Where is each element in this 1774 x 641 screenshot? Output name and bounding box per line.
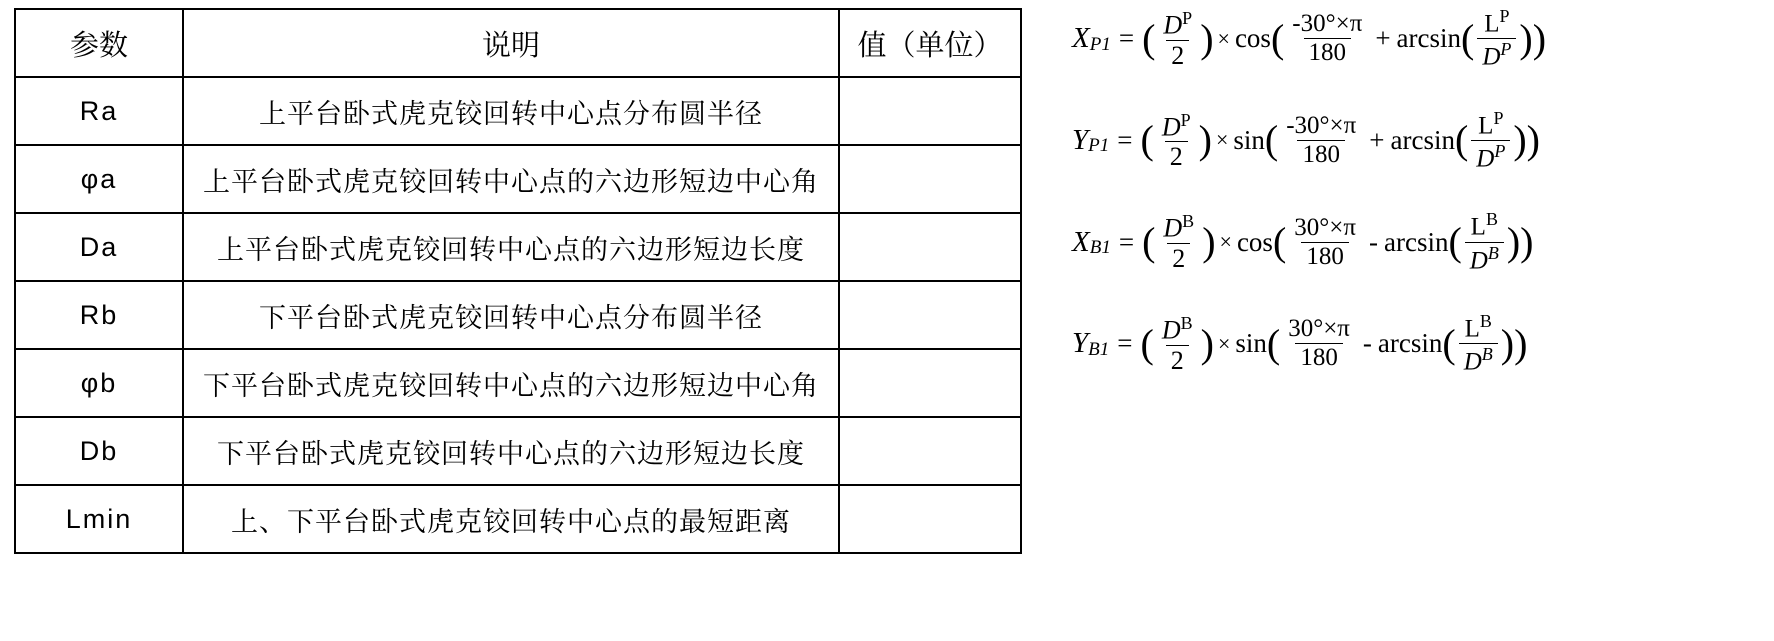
multiply-sign: × bbox=[1217, 330, 1231, 356]
fraction-denominator: 2 bbox=[1165, 141, 1188, 171]
angle-numerator: 30°×π bbox=[1288, 315, 1350, 343]
cell-value bbox=[839, 281, 1021, 349]
ratio-numerator-symbol: L bbox=[1470, 213, 1486, 241]
fraction-numerator bbox=[1157, 313, 1198, 345]
formula-lhs-subscript: P1 bbox=[1089, 33, 1111, 55]
ratio-denominator-symbol: D bbox=[1476, 145, 1495, 173]
numerator-subscript: P bbox=[1182, 7, 1193, 28]
numerator-symbol: D bbox=[1161, 315, 1181, 345]
cell-param: φb bbox=[15, 349, 183, 417]
angle-numerator: 30°×π bbox=[1294, 213, 1356, 241]
numerator-symbol: D bbox=[1163, 10, 1183, 40]
fraction-numerator bbox=[1157, 110, 1196, 142]
close-paren-trig: ) bbox=[1514, 320, 1528, 366]
table-body bbox=[15, 77, 1021, 553]
ratio-numerator-symbol: L bbox=[1478, 111, 1494, 139]
parameter-table bbox=[14, 8, 1022, 554]
formula-lhs-symbol: X bbox=[1072, 225, 1090, 258]
equals-sign: = bbox=[1117, 124, 1133, 155]
angle-denominator: 180 bbox=[1304, 38, 1352, 67]
close-paren: ) bbox=[1200, 15, 1214, 61]
open-paren: ( bbox=[1140, 117, 1154, 163]
ratio-numerator bbox=[1466, 209, 1503, 241]
open-paren: ( bbox=[1140, 320, 1154, 366]
numerator-subscript: B bbox=[1180, 312, 1193, 333]
fraction-angle bbox=[1281, 112, 1361, 169]
formula-xb1 bbox=[1072, 209, 1546, 275]
fraction-ratio bbox=[1471, 108, 1510, 174]
arcsin-function: arcsin bbox=[1377, 328, 1443, 359]
formula-list bbox=[1072, 6, 1546, 377]
ratio-numerator-subscript: B bbox=[1485, 209, 1498, 230]
ratio-denominator-subscript: B bbox=[1487, 242, 1499, 263]
formula-lhs-subscript: B1 bbox=[1088, 338, 1110, 360]
fraction-numerator bbox=[1158, 211, 1199, 243]
ratio-denominator-subscript: P bbox=[1500, 39, 1512, 60]
numerator-symbol: D bbox=[1163, 213, 1183, 243]
ratio-denominator-subscript: B bbox=[1481, 344, 1493, 365]
ratio-numerator bbox=[1473, 108, 1508, 140]
close-paren-arcsin: ) bbox=[1500, 320, 1515, 366]
close-paren-trig: ) bbox=[1532, 15, 1547, 61]
cell-value bbox=[839, 213, 1021, 281]
cell-description: 上平台卧式虎克铰回转中心点的六边形短边长度 bbox=[183, 213, 839, 281]
cell-value bbox=[839, 145, 1021, 213]
fraction-ratio bbox=[1477, 6, 1516, 72]
equals-sign: = bbox=[1117, 328, 1133, 359]
ratio-denominator-subscript: P bbox=[1494, 140, 1506, 161]
cell-description: 上平台卧式虎克铰回转中心点分布圆半径 bbox=[183, 77, 839, 145]
cell-param: Ra bbox=[15, 77, 183, 145]
cell-description: 上平台卧式虎克铰回转中心点的六边形短边中心角 bbox=[183, 145, 839, 213]
operator-sign: - bbox=[1362, 328, 1372, 359]
angle-numerator: -30°×π bbox=[1286, 111, 1357, 139]
arcsin-function: arcsin bbox=[1396, 23, 1462, 54]
open-paren-arcsin: ( bbox=[1454, 117, 1469, 163]
ratio-numerator-subscript: B bbox=[1479, 310, 1492, 331]
close-paren: ) bbox=[1200, 320, 1214, 366]
header-cell-value: 值（单位） bbox=[839, 9, 1021, 77]
parameter-table-container bbox=[14, 8, 1014, 554]
arcsin-function: arcsin bbox=[1390, 124, 1455, 155]
open-paren-trig: ( bbox=[1270, 15, 1285, 61]
cell-value bbox=[839, 349, 1021, 417]
ratio-denominator bbox=[1465, 242, 1504, 275]
cell-param: Da bbox=[15, 213, 183, 281]
open-paren: ( bbox=[1142, 15, 1156, 61]
table-row bbox=[15, 417, 1021, 485]
operator-sign: + bbox=[1369, 124, 1385, 155]
table-row bbox=[15, 213, 1021, 281]
open-paren-trig: ( bbox=[1272, 219, 1287, 265]
multiply-sign: × bbox=[1215, 127, 1229, 153]
ratio-numerator-subscript: P bbox=[1499, 6, 1510, 26]
fraction-denominator: 2 bbox=[1166, 40, 1189, 70]
formula-lhs-symbol: Y bbox=[1072, 327, 1089, 360]
close-paren-arcsin: ) bbox=[1519, 15, 1533, 61]
fraction-ratio bbox=[1459, 311, 1498, 377]
close-paren: ) bbox=[1198, 117, 1212, 163]
numerator-symbol: D bbox=[1161, 112, 1181, 142]
open-paren-arcsin: ( bbox=[1442, 320, 1456, 366]
close-paren-trig: ) bbox=[1520, 219, 1534, 265]
cell-description: 上、下平台卧式虎克铰回转中心点的最短距离 bbox=[183, 485, 839, 553]
operator-sign: - bbox=[1368, 226, 1378, 257]
fraction-denominator: 2 bbox=[1167, 243, 1190, 273]
angle-numerator: -30°×π bbox=[1292, 10, 1363, 38]
cell-param: Lmin bbox=[15, 485, 183, 553]
ratio-numerator-symbol: L bbox=[1464, 315, 1480, 343]
trig-function: sin bbox=[1233, 124, 1265, 155]
open-paren-trig: ( bbox=[1266, 320, 1281, 366]
multiply-sign: × bbox=[1217, 25, 1230, 51]
trig-function: cos bbox=[1236, 226, 1273, 257]
open-paren-trig: ( bbox=[1264, 117, 1279, 163]
cell-param: Db bbox=[15, 417, 183, 485]
fraction-denominator: 2 bbox=[1166, 345, 1189, 375]
angle-denominator: 180 bbox=[1297, 140, 1345, 169]
fraction-diameter bbox=[1158, 211, 1199, 273]
fraction-angle bbox=[1287, 10, 1367, 67]
ratio-denominator-symbol: D bbox=[1469, 246, 1488, 274]
numerator-subscript: B bbox=[1182, 211, 1195, 232]
fraction-ratio bbox=[1465, 209, 1504, 275]
table-row bbox=[15, 145, 1021, 213]
cell-value bbox=[839, 417, 1021, 485]
ratio-denominator bbox=[1471, 140, 1510, 173]
arcsin-function: arcsin bbox=[1383, 226, 1449, 257]
table-header bbox=[15, 9, 1021, 77]
equals-sign: = bbox=[1118, 23, 1135, 54]
fraction-diameter bbox=[1157, 110, 1196, 172]
equals-sign: = bbox=[1118, 226, 1135, 257]
ratio-denominator bbox=[1459, 343, 1498, 376]
header-cell-description: 说明 bbox=[183, 9, 839, 77]
fraction-diameter bbox=[1158, 8, 1197, 70]
open-paren: ( bbox=[1142, 219, 1156, 265]
table-row bbox=[15, 77, 1021, 145]
cell-param: Rb bbox=[15, 281, 183, 349]
formula-lhs-symbol: X bbox=[1072, 22, 1090, 55]
cell-param: φa bbox=[15, 145, 183, 213]
table-header-row bbox=[15, 9, 1021, 77]
formula-xp1 bbox=[1072, 6, 1546, 72]
trig-function: sin bbox=[1235, 328, 1267, 359]
ratio-numerator bbox=[1460, 311, 1497, 343]
ratio-numerator-symbol: L bbox=[1484, 10, 1500, 38]
open-paren-arcsin: ( bbox=[1461, 15, 1475, 61]
angle-denominator: 180 bbox=[1301, 242, 1349, 271]
angle-denominator: 180 bbox=[1295, 343, 1343, 372]
formula-lhs-subscript: P1 bbox=[1088, 135, 1110, 157]
ratio-denominator-symbol: D bbox=[1482, 43, 1501, 71]
formula-yb1 bbox=[1072, 311, 1546, 377]
ratio-denominator-symbol: D bbox=[1463, 348, 1482, 376]
fraction-diameter bbox=[1157, 313, 1198, 375]
ratio-numerator-subscript: P bbox=[1493, 107, 1504, 128]
open-paren-arcsin: ( bbox=[1448, 219, 1462, 265]
cell-description: 下平台卧式虎克铰回转中心点的六边形短边中心角 bbox=[183, 349, 839, 417]
close-paren: ) bbox=[1202, 219, 1216, 265]
fraction-numerator bbox=[1158, 8, 1197, 40]
operator-sign: + bbox=[1375, 23, 1391, 54]
close-paren-arcsin: ) bbox=[1506, 219, 1521, 265]
cell-description: 下平台卧式虎克铰回转中心点的六边形短边长度 bbox=[183, 417, 839, 485]
ratio-denominator bbox=[1477, 38, 1516, 71]
trig-function: cos bbox=[1234, 23, 1271, 54]
cell-value bbox=[839, 77, 1021, 145]
table-row bbox=[15, 485, 1021, 553]
formula-yp1 bbox=[1072, 108, 1546, 174]
formula-lhs-subscript: B1 bbox=[1089, 237, 1111, 259]
close-paren-arcsin: ) bbox=[1513, 117, 1527, 163]
multiply-sign: × bbox=[1219, 229, 1232, 255]
close-paren-trig: ) bbox=[1526, 117, 1540, 163]
table-row bbox=[15, 281, 1021, 349]
fraction-angle bbox=[1283, 315, 1355, 372]
formula-lhs-symbol: Y bbox=[1072, 123, 1089, 156]
header-cell-param: 参数 bbox=[15, 9, 183, 77]
ratio-numerator bbox=[1479, 6, 1514, 38]
fraction-angle bbox=[1289, 214, 1361, 271]
table-row bbox=[15, 349, 1021, 417]
numerator-subscript: P bbox=[1180, 109, 1191, 130]
cell-description: 下平台卧式虎克铰回转中心点分布圆半径 bbox=[183, 281, 839, 349]
cell-value bbox=[839, 485, 1021, 553]
